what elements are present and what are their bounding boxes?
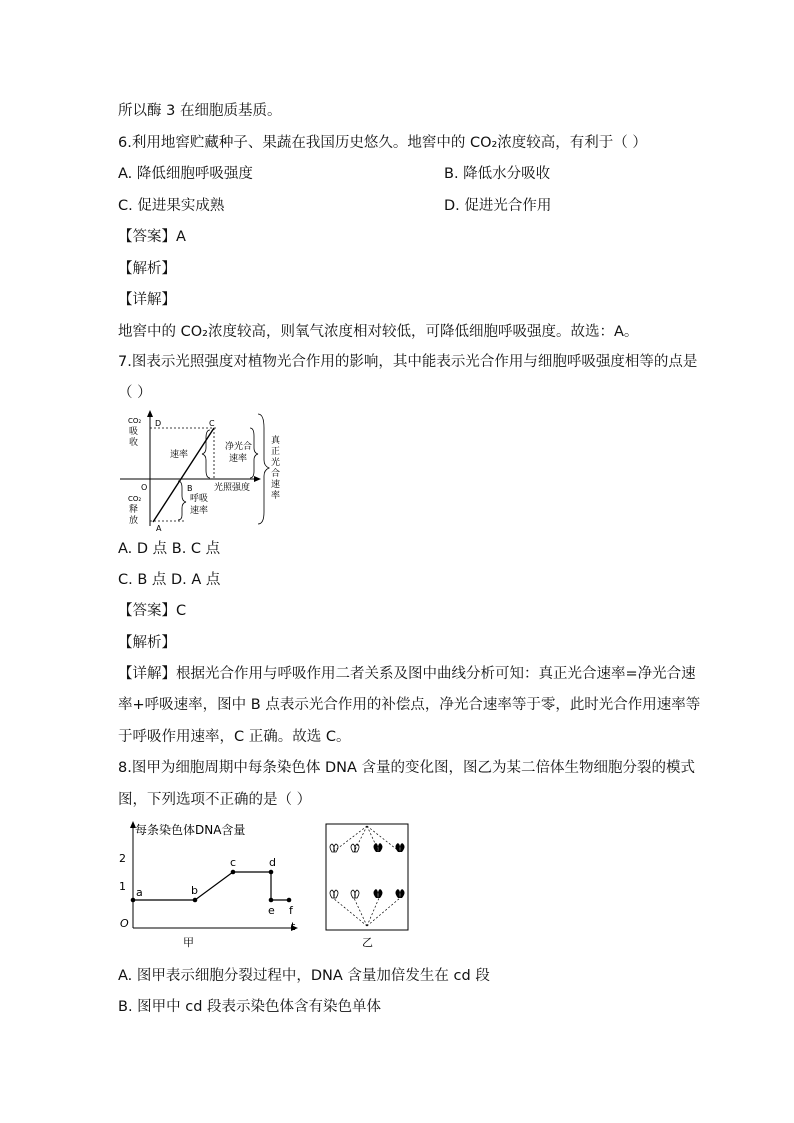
- q7-options-row2: C. B 点 D. A 点: [118, 572, 221, 588]
- point-c: C: [209, 419, 215, 428]
- data-label-b: b: [191, 884, 198, 897]
- detail-text: 地窖中的 CO₂浓度较高，则氧气浓度相对较低，可降低细胞呼吸强度。故选：A。: [118, 324, 639, 340]
- ytick-1: 1: [119, 880, 126, 893]
- label-release-2: 放: [129, 516, 139, 526]
- option-d: D. 促进光合作用: [444, 198, 552, 214]
- analysis-label: 【解析】: [118, 635, 176, 651]
- photosynthesis-figure: [118, 408, 288, 532]
- data-point-e: [269, 898, 274, 903]
- label-net-rate-1: 净光合: [225, 442, 253, 452]
- label-release-1: 释: [129, 505, 139, 515]
- label-origin: O: [141, 483, 148, 492]
- chromosome-icon: [330, 843, 405, 898]
- data-point-b: [193, 898, 198, 903]
- point-a: A: [156, 524, 162, 532]
- chart-ylabel: 每条染色体DNA含量: [135, 823, 246, 837]
- chart-origin: O: [120, 917, 129, 930]
- label-resp-1: 呼吸: [190, 494, 209, 504]
- label-true-rate: 真 正 光 合 速 率: [271, 436, 281, 501]
- chart-xlabel: t: [291, 920, 296, 933]
- chart-caption: 甲: [183, 936, 194, 949]
- dna-series-line: [133, 872, 289, 900]
- data-point-d: [269, 870, 274, 875]
- option-a: A. 图甲表示细胞分裂过程中，DNA 含量加倍发生在 cd 段: [118, 968, 490, 984]
- analysis-label: 【解析】: [118, 261, 176, 277]
- option-b: B. 图甲中 cd 段表示染色体含有染色单体: [118, 999, 382, 1015]
- label-resp-2: 速率: [190, 506, 209, 516]
- label-co2-release: CO₂: [128, 495, 142, 503]
- detail-text: 率+呼吸速率，图中 B 点表示光合作用的补偿点，净光合速率等于零，此时光合作用速率等: [118, 697, 701, 713]
- question-8-stem-cont: 图，下列选项不正确的是（ ）: [118, 792, 312, 808]
- data-label-d: d: [269, 856, 276, 869]
- detail-text: 【详解】根据光合作用与呼吸作用二者关系及图中曲线分析可知：真正光合速率=净光合速: [118, 666, 696, 682]
- data-label-c: c: [230, 856, 237, 869]
- data-point-c: [231, 870, 236, 875]
- label-absorb-1: 吸: [129, 427, 139, 437]
- label-rate: 速率: [170, 450, 189, 460]
- detail-label: 【详解】: [118, 292, 176, 308]
- data-point-f: [287, 898, 292, 903]
- option-b: B. 降低水分吸收: [444, 166, 551, 182]
- question-7-stem-cont: （ ）: [118, 385, 152, 401]
- data-label-a: a: [136, 886, 143, 899]
- text-line: 所以酶 3 在细胞质基质。: [118, 103, 282, 119]
- figure-caption: 乙: [362, 936, 373, 949]
- label-co2: CO₂: [128, 417, 142, 425]
- data-label-e: e: [268, 904, 275, 917]
- point-d: D: [155, 419, 162, 428]
- question-7-stem: 7.图表示光照强度对植物光合作用的影响，其中能表示光合作用与细胞呼吸强度相等的点是: [118, 354, 698, 370]
- cell-division-figure: [324, 822, 414, 952]
- answer-label: 【答案】A: [118, 229, 186, 245]
- option-a: A. 降低细胞呼吸强度: [118, 166, 253, 182]
- data-point-a: [131, 898, 136, 903]
- answer-label: 【答案】C: [118, 603, 187, 619]
- option-c: C. 促进果实成熟: [118, 198, 225, 214]
- question-8-stem: 8.图甲为细胞周期中每条染色体 DNA 含量的变化图，图乙为某二倍体生物细胞分裂的模式: [118, 760, 695, 776]
- data-label-f: f: [289, 904, 293, 917]
- point-b: B: [187, 484, 193, 493]
- q7-options-row1: A. D 点 B. C 点: [118, 541, 221, 557]
- label-net-rate-2: 速率: [229, 454, 248, 464]
- detail-text: 于呼吸作用速率，C 正确。故选 C。: [118, 729, 351, 745]
- question-6-stem: 6.利用地窖贮藏种子、果蔬在我国历史悠久。地窖中的 CO₂浓度较高，有利于（ ）: [118, 135, 647, 151]
- dna-content-chart: [115, 818, 315, 952]
- ytick-2: 2: [119, 852, 126, 865]
- label-light: 光照强度: [214, 483, 251, 493]
- label-absorb-2: 收: [129, 438, 139, 448]
